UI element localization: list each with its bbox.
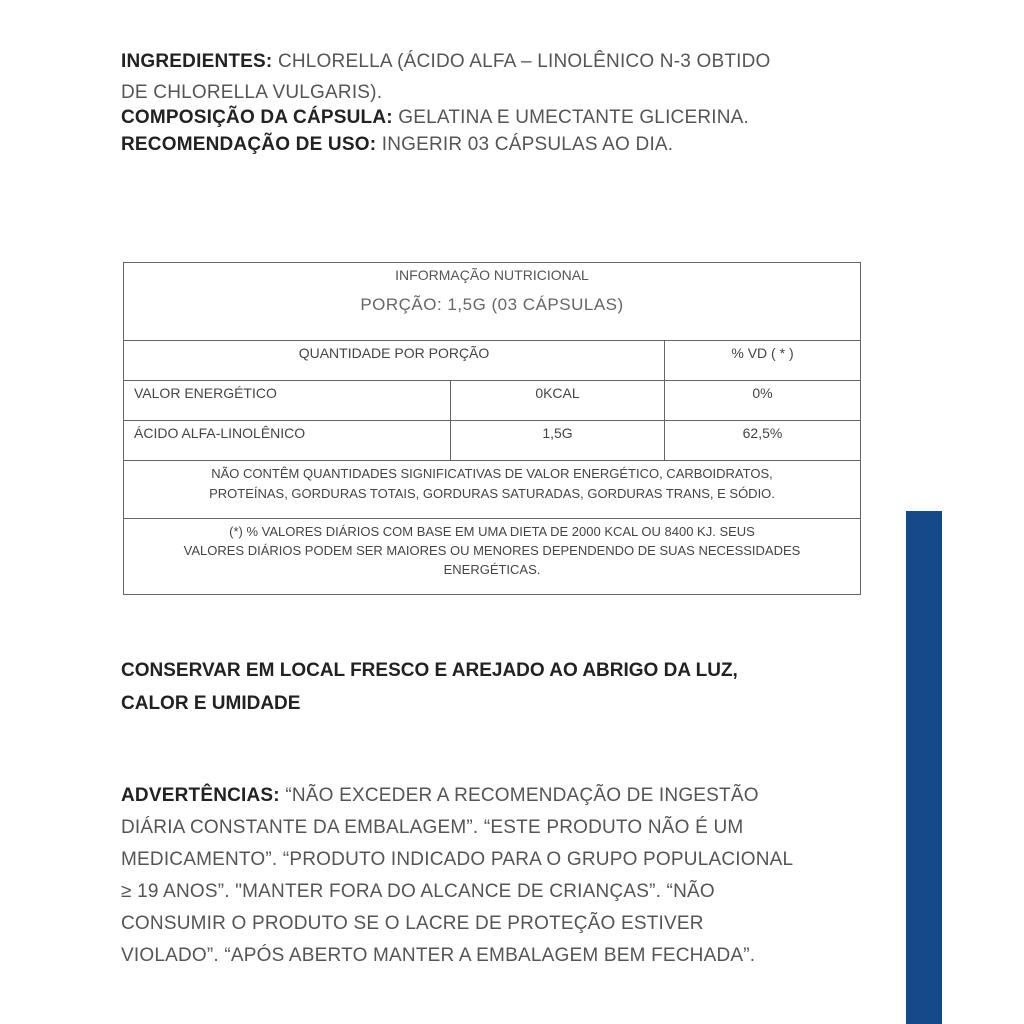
capsule-text: GELATINA E UMECTANTE GLICERINA. <box>398 107 750 128</box>
warnings-line-5: CONSUMIR O PRODUTO SE O LACRE DE PROTEÇÃO ESTIVER <box>121 913 704 934</box>
footnote-line-3: ENERGÉTICAS. <box>443 562 541 577</box>
warnings-block <box>121 780 851 972</box>
footnote-line-1: (*) % VALORES DIÁRIOS COM BASE EM UMA DIETA DE 2000 KCAL OU 8400 KJ. SEUS <box>229 524 755 539</box>
nutrient-amount: 0KCAL <box>451 381 665 420</box>
nutrition-note-text <box>124 461 860 518</box>
note-line-1: NÃO CONTÊM QUANTIDADES SIGNIFICATIVAS DE VALOR ENERGÉTICO, CARBOIDRATOS, <box>211 466 773 481</box>
warnings-line-4: ≥ 19 ANOS”. "MANTER FORA DO ALCANCE DE CRIANÇAS”. “NÃO <box>121 881 715 902</box>
nutrient-amount: 1,5G <box>451 421 665 460</box>
nutrient-vd: 0% <box>752 385 773 401</box>
table-row <box>124 380 860 420</box>
usage-text: INGERIR 03 CÁPSULAS AO DIA. <box>381 134 674 155</box>
footnote-text <box>124 519 860 594</box>
nutrition-column-headers <box>124 340 860 380</box>
warnings-line-2: DIÁRIA CONSTANTE DA EMBALAGEM”. “ESTE PRODUTO NÃO É UM <box>121 817 744 838</box>
usage-line <box>121 129 881 160</box>
capsule-label: COMPOSIÇÃO DA CÁPSULA: <box>121 107 393 128</box>
nutrition-portion: PORÇÃO: 1,5G (03 CÁPSULAS) <box>360 295 624 314</box>
nutrient-vd: 62,5% <box>742 425 783 441</box>
product-info-block <box>121 46 881 160</box>
storage-line-1: CONSERVAR EM LOCAL FRESCO E AREJADO AO ABRIGO DA LUZ, <box>121 660 738 681</box>
nutrient-name: VALOR ENERGÉTICO <box>124 381 451 420</box>
ingredients-label: INGREDIENTES: <box>121 51 273 72</box>
nutrition-table <box>123 262 861 595</box>
storage-line-2: CALOR E UMIDADE <box>121 693 301 714</box>
warnings-label: ADVERTÊNCIAS: <box>121 785 280 806</box>
vd-header: % VD ( * ) <box>731 345 794 361</box>
blue-accent-bar <box>906 511 942 1024</box>
qty-header: QUANTIDADE POR PORÇÃO <box>124 341 665 380</box>
warnings-text-1: “NÃO EXCEDER A RECOMENDAÇÃO DE INGESTÃO <box>285 785 759 806</box>
ingredients-text-1: CHLORELLA (ÁCIDO ALFA – LINOLÊNICO N-3 OBTIDO <box>277 51 771 72</box>
note-line-2: PROTEÍNAS, GORDURAS TOTAIS, GORDURAS SATURADAS, GORDURAS TRANS, E SÓDIO. <box>209 486 775 501</box>
nutrition-header <box>124 263 860 340</box>
ingredients-text-2: DE CHLORELLA VULGARIS). <box>121 82 383 103</box>
nutrition-footnote <box>124 518 860 594</box>
nutrition-note <box>124 460 860 518</box>
nutrient-name: ÁCIDO ALFA-LINOLÊNICO <box>124 421 451 460</box>
warnings-line-6: VIOLADO”. “APÓS ABERTO MANTER A EMBALAGEM BEM FECHADA”. <box>121 945 756 966</box>
warnings-line-1 <box>121 780 851 812</box>
ingredients-line <box>121 46 881 77</box>
nutrition-title: INFORMAÇÃO NUTRICIONAL <box>395 267 589 283</box>
usage-label: RECOMENDAÇÃO DE USO: <box>121 134 377 155</box>
footnote-line-2: VALORES DIÁRIOS PODEM SER MAIORES OU MENORES DEPENDENDO DE SUAS NECESSIDADES <box>183 543 801 558</box>
warnings-line-3: MEDICAMENTO”. “PRODUTO INDICADO PARA O GRUPO POPULACIONAL <box>121 849 794 870</box>
table-row <box>124 420 860 460</box>
storage-instructions <box>121 654 841 720</box>
